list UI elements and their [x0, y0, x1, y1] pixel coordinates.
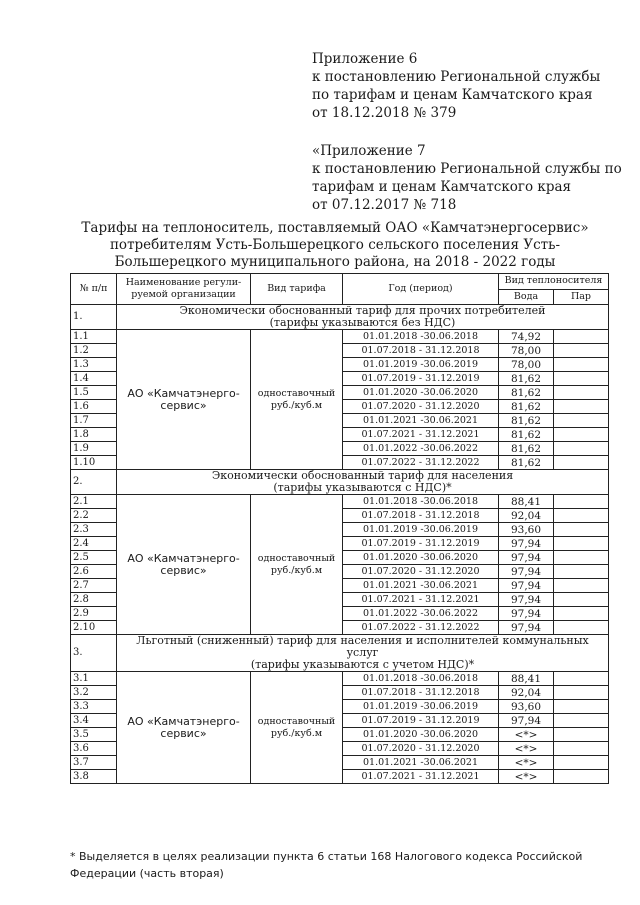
period: 01.01.2018 -30.06.2018: [343, 495, 499, 509]
water-tariff: 74,92: [499, 330, 554, 344]
section-row: [71, 305, 609, 330]
steam-tariff: [554, 414, 609, 428]
period: 01.07.2019 - 31.12.2019: [343, 537, 499, 551]
row-number: 3.3: [71, 700, 117, 714]
steam-tariff: [554, 742, 609, 756]
row-number: 2.10: [71, 621, 117, 635]
period: 01.07.2021 - 31.12.2021: [343, 428, 499, 442]
steam-tariff: [554, 330, 609, 344]
col-header-num: № п/п: [71, 274, 117, 305]
period: 01.07.2020 - 31.12.2020: [343, 400, 499, 414]
appendix7-line: к постановлению Региональной службы по: [312, 161, 622, 177]
tariff-table: [70, 273, 609, 784]
row-number: 2.5: [71, 551, 117, 565]
appendix7-line: «Приложение 7: [312, 143, 426, 159]
period: 01.07.2018 - 31.12.2018: [343, 509, 499, 523]
steam-tariff: [554, 523, 609, 537]
title-line: Большерецкого муниципального района, на 2018 - 2022 годы: [114, 254, 556, 270]
section-title-line: (тарифы указываются без НДС): [269, 316, 456, 329]
water-tariff: 92,04: [499, 509, 554, 523]
steam-tariff: [554, 428, 609, 442]
appendix7-line: тарифам и ценам Камчатского края: [312, 179, 572, 195]
row-number: 1.10: [71, 456, 117, 470]
water-tariff: <*>: [499, 756, 554, 770]
period: 01.01.2021 -30.06.2021: [343, 414, 499, 428]
row-number: 1.3: [71, 358, 117, 372]
water-tariff: 97,94: [499, 551, 554, 565]
period: 01.01.2022 -30.06.2022: [343, 442, 499, 456]
steam-tariff: [554, 756, 609, 770]
section-title-line: Льготный (сниженный) тариф для населения и исполнителей коммунальных услуг: [136, 634, 589, 659]
appendix6-line: по тарифам и ценам Камчатского края: [312, 87, 593, 103]
water-tariff: 81,62: [499, 414, 554, 428]
appendix6-line: от 18.12.2018 № 379: [312, 105, 457, 121]
period: 01.01.2018 -30.06.2018: [343, 330, 499, 344]
period: 01.07.2022 - 31.12.2022: [343, 456, 499, 470]
row-number: 3.7: [71, 756, 117, 770]
water-tariff: 97,94: [499, 565, 554, 579]
document-title: [80, 220, 590, 271]
tariff-type: одноставочный руб./куб.м: [251, 330, 343, 470]
appendix7-line: от 07.12.2017 № 718: [312, 197, 457, 213]
table-row: [71, 495, 609, 509]
steam-tariff: [554, 456, 609, 470]
section-title-line: Экономически обоснованный тариф для населения: [211, 469, 514, 482]
steam-tariff: [554, 700, 609, 714]
steam-tariff: [554, 358, 609, 372]
row-number: 3.5: [71, 728, 117, 742]
period: 01.01.2019 -30.06.2019: [343, 523, 499, 537]
tariff-type: одноставочный руб./куб.м: [251, 495, 343, 635]
water-tariff: 97,94: [499, 607, 554, 621]
steam-tariff: [554, 621, 609, 635]
row-number: 2.6: [71, 565, 117, 579]
period: 01.07.2019 - 31.12.2019: [343, 372, 499, 386]
row-number: 2.8: [71, 593, 117, 607]
steam-tariff: [554, 442, 609, 456]
water-tariff: 81,62: [499, 386, 554, 400]
water-tariff: 97,94: [499, 537, 554, 551]
period: 01.01.2018 -30.06.2018: [343, 672, 499, 686]
section-number: 1.: [71, 305, 117, 330]
water-tariff: 97,94: [499, 621, 554, 635]
row-number: 2.9: [71, 607, 117, 621]
period: 01.01.2020 -30.06.2020: [343, 551, 499, 565]
water-tariff: 81,62: [499, 372, 554, 386]
row-number: 3.4: [71, 714, 117, 728]
water-tariff: 81,62: [499, 400, 554, 414]
row-number: 2.2: [71, 509, 117, 523]
steam-tariff: [554, 509, 609, 523]
steam-tariff: [554, 537, 609, 551]
period: 01.01.2020 -30.06.2020: [343, 386, 499, 400]
water-tariff: 81,62: [499, 428, 554, 442]
row-number: 2.7: [71, 579, 117, 593]
period: 01.01.2021 -30.06.2021: [343, 579, 499, 593]
period: 01.07.2018 - 31.12.2018: [343, 686, 499, 700]
water-tariff: 97,94: [499, 593, 554, 607]
organization-name: АО «Камчатэнерго-сервис»: [117, 672, 251, 784]
row-number: 1.8: [71, 428, 117, 442]
water-tariff: <*>: [499, 728, 554, 742]
water-tariff: 81,62: [499, 442, 554, 456]
section-number: 3.: [71, 635, 117, 672]
appendix6-line: Приложение 6: [312, 51, 418, 67]
section-title: [117, 635, 609, 672]
water-tariff: 92,04: [499, 686, 554, 700]
col-header-period: Год (период): [343, 274, 499, 305]
steam-tariff: [554, 400, 609, 414]
steam-tariff: [554, 593, 609, 607]
steam-tariff: [554, 607, 609, 621]
row-number: 1.4: [71, 372, 117, 386]
steam-tariff: [554, 579, 609, 593]
steam-tariff: [554, 344, 609, 358]
steam-tariff: [554, 714, 609, 728]
table-body: [71, 305, 609, 784]
period: 01.07.2020 - 31.12.2020: [343, 742, 499, 756]
water-tariff: 93,60: [499, 523, 554, 537]
period: 01.01.2019 -30.06.2019: [343, 358, 499, 372]
section-row: [71, 470, 609, 495]
col-header-kind: Вид теплоносителя: [499, 274, 609, 290]
row-number: 3.8: [71, 770, 117, 784]
row-number: 2.1: [71, 495, 117, 509]
row-number: 1.6: [71, 400, 117, 414]
steam-tariff: [554, 551, 609, 565]
steam-tariff: [554, 495, 609, 509]
steam-tariff: [554, 728, 609, 742]
period: 01.07.2019 - 31.12.2019: [343, 714, 499, 728]
col-header-steam: Пар: [554, 289, 609, 305]
appendix6-line: к постановлению Региональной службы: [312, 69, 601, 85]
water-tariff: 88,41: [499, 672, 554, 686]
water-tariff: <*>: [499, 770, 554, 784]
section-number: 2.: [71, 470, 117, 495]
row-number: 2.4: [71, 537, 117, 551]
row-number: 1.7: [71, 414, 117, 428]
period: 01.07.2022 - 31.12.2022: [343, 621, 499, 635]
water-tariff: 81,62: [499, 456, 554, 470]
period: 01.07.2018 - 31.12.2018: [343, 344, 499, 358]
row-number: 2.3: [71, 523, 117, 537]
water-tariff: 97,94: [499, 714, 554, 728]
steam-tariff: [554, 565, 609, 579]
tariff-type: одноставочный руб./куб.м: [251, 672, 343, 784]
section-row: [71, 635, 609, 672]
steam-tariff: [554, 770, 609, 784]
col-header-org: Наименование регули-руемой организации: [117, 274, 251, 305]
section-title-line: Экономически обоснованный тариф для прочих потребителей: [179, 304, 546, 317]
section-title: [117, 305, 609, 330]
steam-tariff: [554, 386, 609, 400]
title-line: Тарифы на теплоноситель, поставляемый ОАО «Камчатэнергосервис»: [81, 220, 589, 236]
water-tariff: 78,00: [499, 358, 554, 372]
row-number: 3.1: [71, 672, 117, 686]
appendix-header: [312, 50, 622, 214]
period: 01.07.2021 - 31.12.2021: [343, 770, 499, 784]
steam-tariff: [554, 372, 609, 386]
water-tariff: 78,00: [499, 344, 554, 358]
row-number: 1.2: [71, 344, 117, 358]
steam-tariff: [554, 672, 609, 686]
row-number: 3.6: [71, 742, 117, 756]
period: 01.07.2020 - 31.12.2020: [343, 565, 499, 579]
section-title-line: (тарифы указываются с НДС)*: [273, 481, 452, 494]
footnote: * Выделяется в целях реализации пункта 6 статьи 168 Налогового кодекса Российской Федерации (часть вторая): [70, 850, 583, 880]
row-number: 1.9: [71, 442, 117, 456]
table-row: [71, 672, 609, 686]
col-header-water: Вода: [499, 289, 554, 305]
section-title-line: (тарифы указываются с учетом НДС)*: [250, 658, 475, 671]
water-tariff: 88,41: [499, 495, 554, 509]
water-tariff: 97,94: [499, 579, 554, 593]
period: 01.01.2019 -30.06.2019: [343, 700, 499, 714]
steam-tariff: [554, 686, 609, 700]
water-tariff: <*>: [499, 742, 554, 756]
period: 01.01.2022 -30.06.2022: [343, 607, 499, 621]
water-tariff: 93,60: [499, 700, 554, 714]
organization-name: АО «Камчатэнерго-сервис»: [117, 495, 251, 635]
row-number: 1.5: [71, 386, 117, 400]
row-number: 3.2: [71, 686, 117, 700]
period: 01.01.2020 -30.06.2020: [343, 728, 499, 742]
col-header-type: Вид тарифа: [251, 274, 343, 305]
title-line: потребителям Усть-Большерецкого сельского поселения Усть-: [109, 237, 561, 253]
table-row: [71, 330, 609, 344]
organization-name: АО «Камчатэнерго-сервис»: [117, 330, 251, 470]
period: 01.07.2021 - 31.12.2021: [343, 593, 499, 607]
section-title: [117, 470, 609, 495]
period: 01.01.2021 -30.06.2021: [343, 756, 499, 770]
row-number: 1.1: [71, 330, 117, 344]
